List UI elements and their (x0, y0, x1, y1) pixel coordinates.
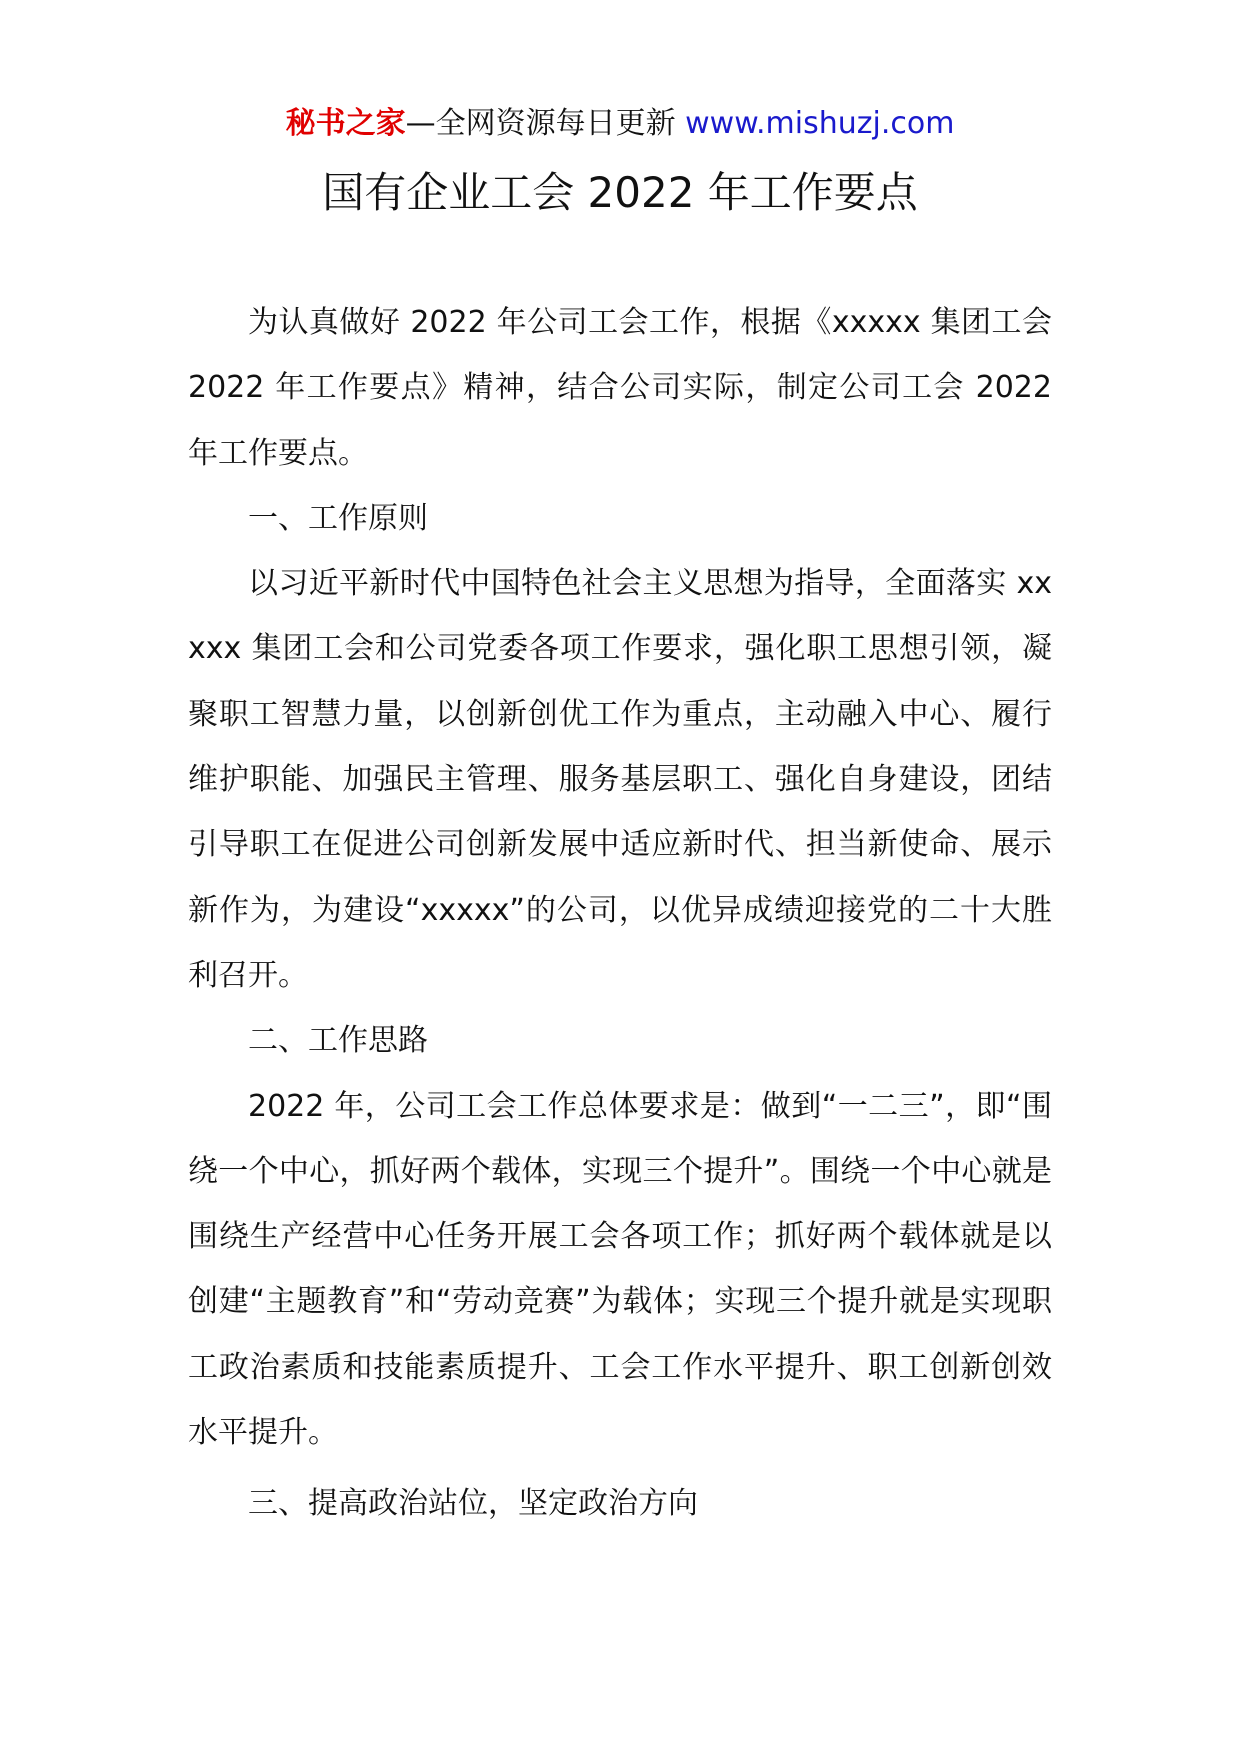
section-heading-approach: 二、工作思路 (248, 1023, 428, 1059)
site-header (0, 104, 1240, 144)
approach-paragraph: 2022 年，公司工会工作总体要求是：做到“一二三”，即“围绕一个中心，抓好两个载体，实现三个提升”。围绕一个中心就是围绕生产经营中心任务开展工会各项工作；抓好两个载体就是以创建“主题教育”和“劳动竞赛”为载体；实现三个提升就是实现职工政治素质和技能素质提升、工会工作水平提升、职工创新创效水平提升。 (188, 1088, 1052, 1451)
intro-paragraph: 为认真做好 2022 年公司工会工作，根据《xxxxx 集团工会 2022 年工作要点》精神，结合公司实际，制定公司工会 2022 年工作要点。 (188, 305, 1052, 471)
principles-paragraph: 以习近平新时代中国特色社会主义思想为指导，全面落实 xxxxx 集团工会和公司党委各项工作要求，强化职工思想引领，凝聚职工智慧力量，以创新创优工作为重点，主动融入中心、履行维护职能、加强民主管理、服务基层职工、强化自身建设，团结引导职工在促进公司创新发展中适应新时代、担当新使命、展示新作为，为建设“xxxxx”的公司，以优异成绩迎接党的二十大胜利召开。 (188, 566, 1052, 993)
site-url-link[interactable]: www.mishuzj.com (685, 106, 955, 141)
section-heading-principles: 一、工作原则 (248, 500, 428, 536)
section-heading-political: 三、提高政治站位，坚定政治方向 (248, 1486, 698, 1522)
header-tagline: —全网资源每日更新 (405, 106, 676, 141)
document-body (188, 290, 1052, 1537)
document-title: 国有企业工会 2022 年工作要点 (322, 168, 918, 217)
brand-name: 秘书之家 (285, 106, 406, 141)
